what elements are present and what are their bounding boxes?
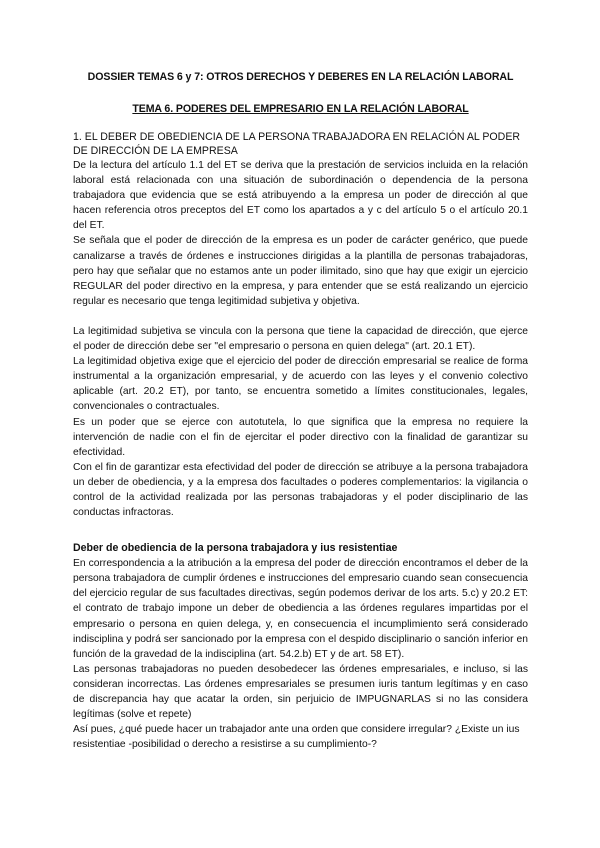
paragraph: Con el fin de garantizar esta efectividad del poder de dirección se atribuye a la persona trabajadora un deber de obediencia, y a la empresa dos facultades o poderes complementarios: la vigilancia o control de la actividad realizada por las personas trabajadoras y el poder disciplinario de las conductas infractoras. [73,461,528,519]
document-subtitle: TEMA 6. PODERES DEL EMPRESARIO EN LA RELACIÓN LABORAL [132,103,469,115]
paragraph: En correspondencia a la atribución a la empresa del poder de dirección encontramos el deber de la persona trabajadora de cumplir órdenes e instrucciones del empresario cuando sean consecuencia del ejercicio regular de sus facultades directivas, según podemos derivar de los arts. 5.c) y 20.2 ET: el contrato de trabajo impone un deber de obediencia a las órdenes regulares impartidas por el empresario o persona en quien delega, y, en consecuencia el incumplimiento será considerado indisciplina y podrá ser sancionado por la empresa con el despido disciplinario o sanción inferior en función de la gravedad de la indisciplina (art. 54.2.b) ET y de art. 58 ET). [73,558,528,660]
paragraph: La legitimidad subjetiva se vincula con la persona que tiene la capacidad de dirección, que ejerce el poder de dirección debe ser "el empresario o persona en quien delega" (art. 20.1 ET). [73,325,528,353]
spacer [73,520,528,535]
paragraph: Es un poder que se ejerce con autotutela, lo que significa que la empresa no requiere la intervención de nadie con el fin de ejercitar el poder directivo con la finalidad de garantizar su efectividad. [73,416,528,458]
paragraph: De la lectura del artículo 1.1 del ET se deriva que la prestación de servicios incluida en la relación laboral está relacionada con una situación de subordinación o dependencia de la persona trabajadora que evidencia que se está atribuyendo a la empresa un poder de dirección al que hacen referencia otros preceptos del ET como los apartados a y c del artículo 5 o el artículo 20.1 del ET. [73,160,528,232]
paragraph: La legitimidad objetiva exige que el ejercicio del poder de dirección empresarial se realice de forma instrumental a la organización empresarial, y de acuerdo con las leyes y el convenio colectivo aplicable (art. 20.2 ET), por tanto, se encuentra sometido a límites constitucionales, legales, convencionales o contractuales. [73,356,528,413]
paragraph: Se señala que el poder de dirección de la empresa es un poder de carácter genérico, que puede canalizarse a través de órdenes e instrucciones dirigidas a la plantilla de personas trabajadoras, pero hay que señalar que no estamos ante un poder ilimitado, sino que hay que exigir un ejercicio REGULAR del poder directivo en la empresa, y para entender que se está realizando un ejercicio regular es necesario que tenga legitimidad subjetiva y objetiva. [73,235,528,307]
spacer [73,309,528,324]
subheading: Deber de obediencia de la persona trabajadora y ius resistentiae [73,542,398,555]
section-heading: 1. EL DEBER DE OBEDIENCIA DE LA PERSONA TRABAJADORA EN RELACIÓN AL PODER DE DIRECCIÓN DE LA EMPRESA [73,131,521,157]
paragraph: Así pues, ¿qué puede hacer un trabajador ante una orden que considere irregular? ¿Existe un ius resistentiae -posibilidad o derecho a resistirse a su cumplimiento-? [73,724,520,751]
document-title: DOSSIER TEMAS 6 y 7: OTROS DERECHOS Y DEBERES EN LA RELACIÓN LABORAL [87,71,514,83]
paragraph: Las personas trabajadoras no pueden desobedecer las órdenes empresariales, e incluso, si las consideran incorrectas. Las órdenes empresariales se presumen iuris tantum legítimas y en caso de discrepancia hay que acatar la orden, sin perjuicio de IMPUGNARLAS si no las considera legítimas (solve et repete) [73,663,528,721]
document-page [73,70,528,752]
